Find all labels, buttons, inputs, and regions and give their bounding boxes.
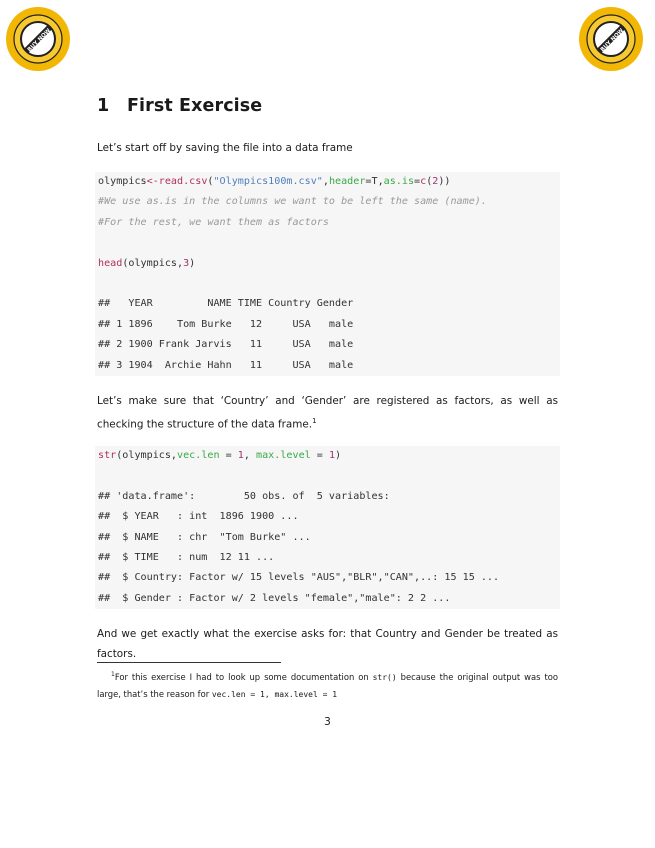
section-number: 1 bbox=[97, 96, 110, 116]
footnote-mark: 1 bbox=[111, 671, 115, 678]
footnote: $^1$For this exercise I had to look up some documentation on str() because the original output was too large, that’s the reason for vec.len = 1, max.level = 1 bbox=[97, 671, 558, 699]
section-title-text: First Exercise bbox=[127, 96, 263, 116]
code-block-read-csv bbox=[95, 172, 560, 376]
code-comment-line: #We use as.is in the columns we want to be left the same (name). bbox=[98, 196, 487, 208]
output-line: ## YEAR NAME TIME Country Gender bbox=[98, 298, 354, 310]
page-number: 3 bbox=[324, 716, 331, 728]
svg-text:BUY NOW: BUY NOW bbox=[26, 27, 53, 54]
pdf-xchange-badge-right[interactable] bbox=[578, 6, 644, 72]
badge-seal-icon bbox=[578, 6, 644, 72]
output-line: ## $ TIME : num 12 11 ... bbox=[98, 551, 275, 563]
footnote-rule bbox=[97, 662, 281, 663]
output-line: ## 1 1896 Tom Burke 12 USA male bbox=[98, 318, 354, 330]
output-line: ## $ NAME : chr "Tom Burke" ... bbox=[98, 531, 311, 543]
output-line: ## 3 1904 Archie Hahn 11 USA male bbox=[98, 359, 354, 371]
code-blank-line bbox=[95, 233, 560, 253]
output-line: ## $ Gender : Factor w/ 2 levels "female","male": 2 2 ... bbox=[98, 592, 451, 604]
output-line: ## $ YEAR : int 1896 1900 ... bbox=[98, 511, 299, 523]
output-line: ## 'data.frame': 50 obs. of 5 variables: bbox=[98, 490, 390, 502]
code-blank-line bbox=[95, 466, 560, 486]
factors-paragraph: Let’s make sure that ‘Country’ and ‘Gender’ are registered as factors, as well as checking the structure of the data frame.$^1$ bbox=[97, 395, 558, 431]
intro-paragraph: Let’s start off by saving the file into a data frame bbox=[97, 142, 353, 154]
pdf-xchange-badge-left[interactable] bbox=[5, 6, 71, 72]
output-line: ## $ Country: Factor w/ 15 levels "AUS","BLR","CAN",..: 15 15 ... bbox=[98, 572, 500, 584]
code-blank-line bbox=[95, 274, 560, 294]
badge-seal-icon bbox=[5, 6, 71, 72]
section-heading bbox=[97, 96, 262, 116]
code-line-str: str(olympics,vec.len = 1, max.level = 1) bbox=[98, 450, 342, 461]
code-comment-line: #For the rest, we want them as factors bbox=[98, 216, 329, 228]
conclusion-paragraph: And we get exactly what the exercise asks for: that Country and Gender be treated as factors. bbox=[97, 628, 558, 660]
svg-text:BUY NOW: BUY NOW bbox=[599, 27, 626, 54]
code-block-str bbox=[95, 446, 560, 609]
output-line: ## 2 1900 Frank Jarvis 11 USA male bbox=[98, 339, 354, 351]
code-line-head: head(olympics,3) bbox=[98, 257, 196, 269]
code-line-read-csv: olympics<-read.csv("Olympics100m.csv",header=T,as.is=c(2)) bbox=[98, 176, 451, 187]
footnote-reference[interactable]: 1 bbox=[312, 417, 317, 425]
